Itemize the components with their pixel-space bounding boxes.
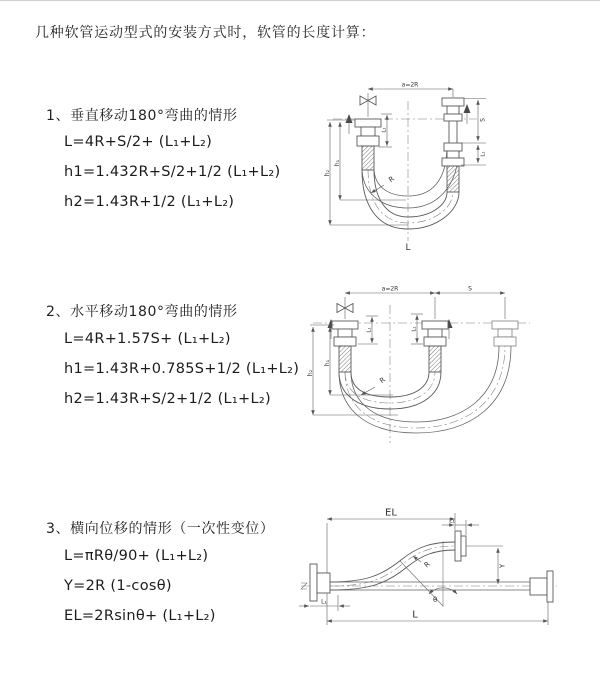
svg-text:h₁: h₁ [324, 359, 331, 367]
svg-text:a=2R: a=2R [401, 81, 419, 89]
braid-section [429, 346, 441, 372]
svg-text:h₁: h₁ [334, 159, 341, 167]
section1-formula-L: L=4R+S/2+ (L₁+L₂) [64, 134, 213, 150]
flange-right-lower [442, 143, 464, 192]
flange-right-moved [492, 321, 518, 346]
flange-left [332, 321, 358, 372]
flange-right-upper [442, 98, 464, 143]
braid-section [339, 346, 351, 372]
svg-text:L₁: L₁ [480, 151, 487, 157]
svg-text:L₁: L₁ [381, 127, 388, 133]
svg-text:L₁: L₁ [321, 598, 327, 606]
dimension-span-2r [345, 286, 505, 320]
dimension-l [327, 602, 548, 625]
section3-formula-EL: EL=2Rsinθ+ (L₁+L₂) [64, 608, 216, 624]
dimension-y [466, 546, 507, 584]
angle-theta [400, 541, 457, 607]
movement-arrow-left [346, 114, 353, 134]
section2-formula-h2: h2=1.43R+S/2+1/2 (L₁+L₂) [64, 391, 271, 407]
svg-text:h₂: h₂ [307, 369, 314, 377]
svg-text:R: R [422, 560, 432, 570]
dimension-l1-left [358, 316, 378, 344]
svg-text:L₁: L₁ [449, 517, 455, 525]
svg-text:R: R [378, 375, 387, 386]
dimension-l1-middle [411, 314, 423, 344]
flange-right [530, 571, 553, 602]
hose-s-curve [330, 542, 455, 590]
svg-text:EL: EL [385, 507, 397, 519]
svg-text:a=2R: a=2R [381, 285, 399, 293]
section2-formula-L: L=4R+1.57S+ (L₁+L₂) [64, 331, 231, 347]
radius-callout [413, 556, 432, 569]
dimension-span-2r [368, 82, 453, 118]
svg-text:R: R [387, 174, 396, 185]
diagram-horizontal-180-bend [298, 283, 598, 468]
section1-heading: 1、垂直移动180°弯曲的情形 [46, 108, 238, 124]
diagram-lateral-displacement [295, 499, 600, 649]
page-title: 几种软管运动型式的安装方式时，软管的长度计算： [35, 25, 376, 41]
svg-text:L₁: L₁ [366, 327, 373, 333]
section2-formula-h1: h1=1.43R+0.785S+1/2 (L₁+L₂) [64, 361, 300, 377]
flange-left [355, 119, 381, 170]
hose-curves [339, 346, 511, 433]
svg-text:L: L [412, 609, 418, 621]
svg-text:S: S [479, 118, 487, 122]
section2-heading: 2、水平移动180°弯曲的情形 [46, 304, 238, 320]
center-line [301, 583, 557, 589]
svg-text:S: S [468, 285, 472, 293]
flange-middle [422, 321, 448, 372]
dimension-el [327, 508, 455, 626]
braid-section [362, 146, 374, 170]
diagram-vertical-180-bend [305, 73, 595, 258]
dimension-l1-bottom [299, 595, 350, 611]
length-label: L [405, 243, 411, 253]
radius-callout [361, 376, 387, 395]
section3-formula-L: L=πRθ/90+ (L₁+L₂) [64, 548, 209, 564]
section3-formula-Y: Y=2R (1-cosθ) [64, 578, 172, 594]
svg-text:θ: θ [433, 596, 438, 604]
svg-text:Y: Y [498, 563, 507, 569]
braid-section [447, 166, 459, 192]
section1-formula-h1: h1=1.432R+S/2+1/2 (L₁+L₂) [64, 164, 281, 180]
movement-arrow-right [464, 104, 471, 124]
svg-text:h₂: h₂ [324, 169, 331, 177]
svg-text:L₁: L₁ [411, 326, 418, 332]
section1-formula-h2: h2=1.43R+1/2 (L₁+L₂) [64, 194, 235, 210]
section3-heading: 3、横向位移的情形（一次性变位） [46, 521, 275, 537]
flange-top-right [455, 531, 466, 561]
dimension-s-l1-right [461, 99, 487, 166]
